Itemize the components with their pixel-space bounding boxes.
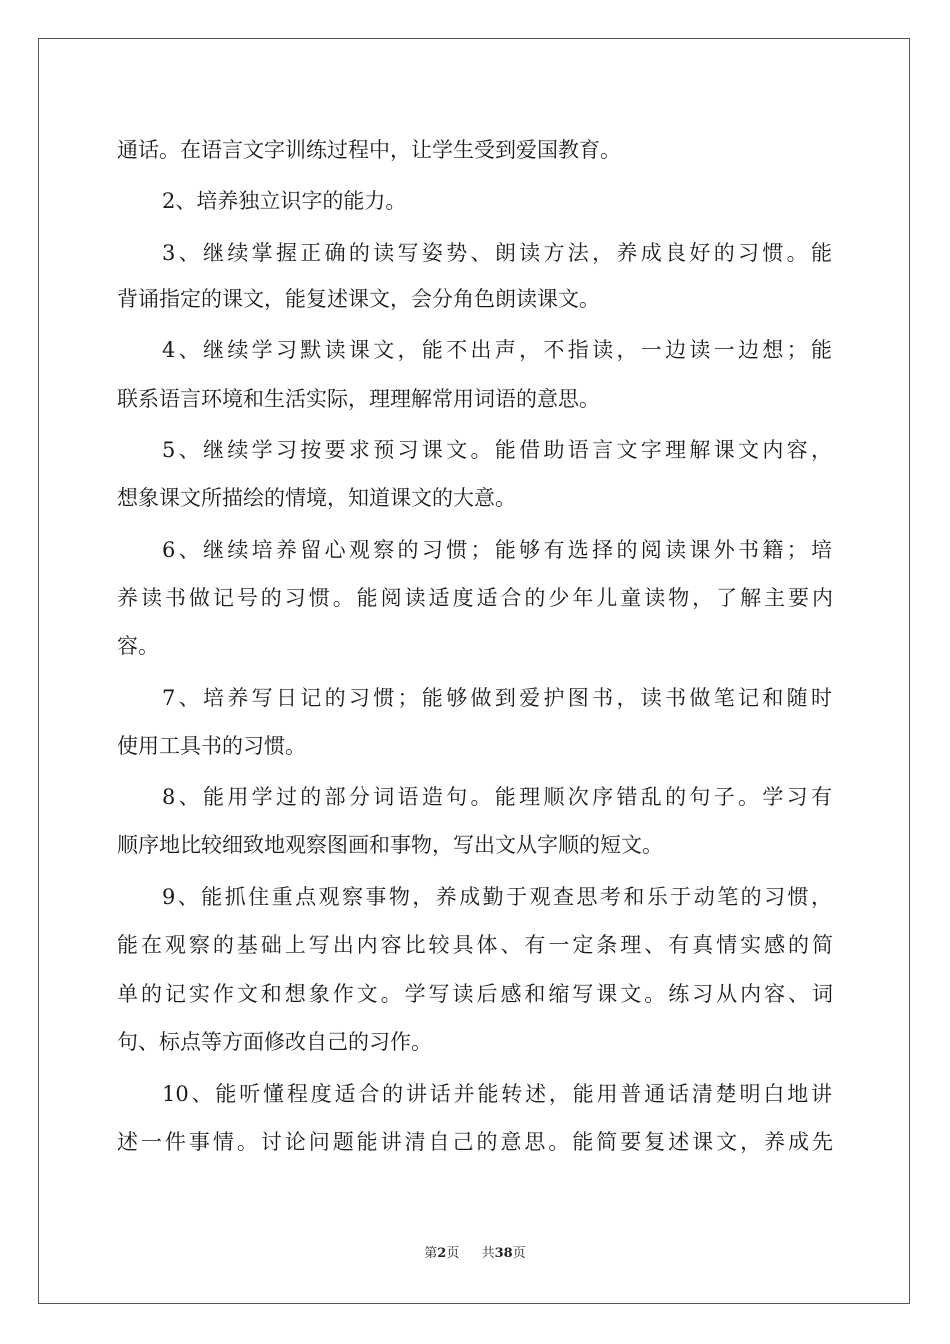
- text-line: 10、能听懂程度适合的讲话并能转述，能用普通话清楚明白地讲: [162, 1082, 832, 1106]
- page-number: 2: [437, 1246, 447, 1261]
- text-line: 通话。在语言文字训练过程中，让学生受到爱国教育。: [117, 138, 621, 162]
- text-line: 8、能用学过的部分词语造句。能理顺次序错乱的句子。学习有: [162, 785, 832, 809]
- page-footer: [0, 1242, 950, 1261]
- text-line: 4、继续学习默读课文，能不出声，不指读，一边读一边想；能: [162, 338, 832, 362]
- total-pages: 38: [494, 1246, 513, 1261]
- text-line: 7、培养写日记的习惯；能够做到爱护图书，读书做笔记和随时: [162, 686, 832, 710]
- text-line: 2、培养独立识字的能力。: [162, 189, 407, 213]
- text-line: 能在观察的基础上写出内容比较具体、有一定条理、有真情实感的简: [117, 933, 833, 957]
- text-line: 使用工具书的习惯。: [117, 734, 306, 758]
- text-line: 3、继续掌握正确的读写姿势、朗读方法，养成良好的习惯。能: [162, 241, 832, 265]
- text-line: 句、标点等方面修改自己的习作。: [117, 1030, 432, 1054]
- text-line: 顺序地比较细致地观察图画和事物，写出文从字顺的短文。: [117, 833, 663, 857]
- page-border: [38, 38, 910, 1304]
- text-line: 5、继续学习按要求预习课文。能借助语言文字理解课文内容，: [162, 438, 832, 462]
- text-line: 9、能抓住重点观察事物，养成勤于观查思考和乐于动笔的习惯，: [162, 885, 832, 909]
- text-line: 6、继续培养留心观察的习惯；能够有选择的阅读课外书籍；培: [162, 538, 832, 562]
- text-line: 养读书做记号的习惯。能阅读适度适合的少年儿童读物，了解主要内: [117, 586, 833, 610]
- text-line: 容。: [117, 634, 159, 658]
- text-line: 背诵指定的课文，能复述课文，会分角色朗读课文。: [117, 287, 600, 311]
- text-line: 联系语言环境和生活实际，理理解常用词语的意思。: [117, 387, 600, 411]
- text-line: 单的记实作文和想象作文。学写读后感和缩写课文。练习从内容、词: [117, 982, 833, 1006]
- page-suffix: 页: [446, 1246, 460, 1261]
- text-line: 想象课文所描绘的情境，知道课文的大意。: [117, 486, 516, 510]
- text-line: 述一件事情。讨论问题能讲清自己的意思。能简要复述课文，养成先: [117, 1130, 833, 1154]
- page-prefix: 第: [424, 1246, 438, 1261]
- total-suffix: 页: [512, 1246, 526, 1261]
- total-prefix: 共: [481, 1246, 495, 1261]
